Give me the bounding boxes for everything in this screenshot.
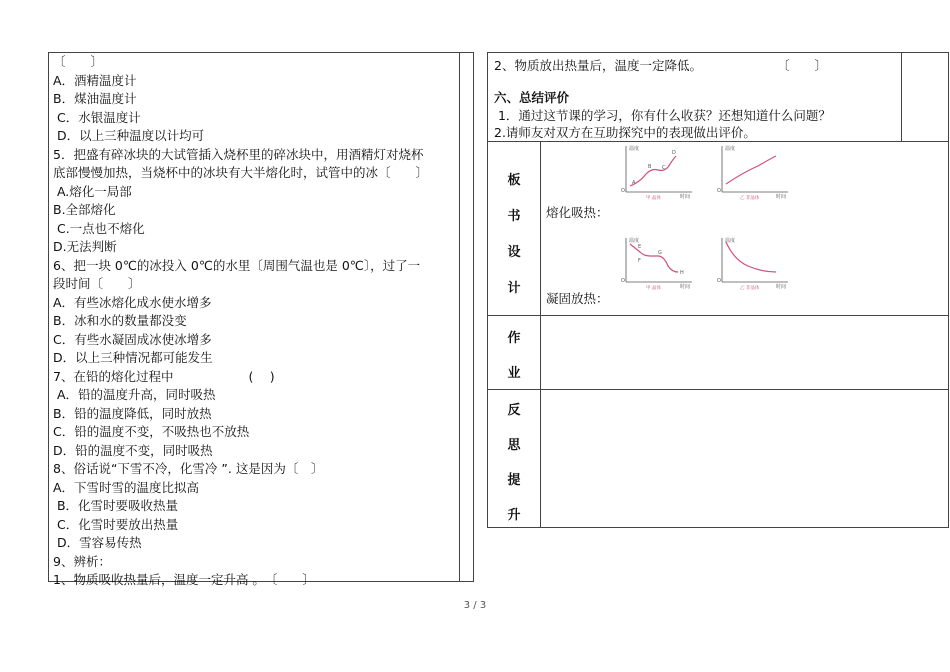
question-line: D．以上三种温度以计均可: [53, 128, 205, 143]
summary-heading: 六、总结评价: [494, 90, 570, 105]
question-line: B．煤油温度计: [53, 91, 137, 106]
melt-crystal-diagram: [618, 142, 698, 200]
question-line: C．水银温度计: [53, 109, 141, 125]
solidify-crystal-diagram: [618, 234, 698, 290]
board-char: 计: [507, 281, 521, 296]
right-table: [487, 52, 949, 528]
judge-item-2: 2、物质放出热量后，温度一定降低。 〔 〕: [494, 58, 827, 73]
question-line: 段时间〔 〕: [53, 276, 141, 291]
axis-x-label: 时间: [680, 194, 691, 200]
question-line: C.一点也不熔化: [53, 220, 145, 236]
solidify-amorphous-curve: [726, 242, 776, 272]
question-line: A．铅的温度升高，同时吸热: [53, 387, 216, 402]
melt-label: 熔化吸热：: [546, 205, 609, 220]
summary-cell: [488, 53, 902, 141]
solidify-amorphous-diagram: [714, 234, 794, 290]
point-label: G: [658, 250, 662, 256]
question-line: A．有些冰熔化成水使水增多: [53, 294, 212, 310]
diagram-caption: 甲 晶体: [646, 196, 661, 200]
axis-y-label: 温度: [629, 238, 640, 244]
question-line: D.无法判断: [53, 239, 117, 254]
question-line: 8、俗话说“下雪不冷，化雪冷 ”. 这是因为〔 〕: [53, 461, 324, 476]
left-side-strip: [460, 52, 474, 582]
question-line: 7、在铅的熔化过程中 ( ): [53, 368, 275, 384]
question-line: B.全部熔化: [53, 202, 116, 217]
reflect-char: 提: [507, 473, 521, 488]
question-line: C．化雪时要放出热量: [53, 516, 179, 532]
homework-char: 业: [507, 366, 521, 381]
reflect-char: 升: [507, 508, 521, 523]
axis-x-label: 时间: [776, 194, 787, 200]
summary-question-1: 1．通过这节课的学习，你有什么收获？还想知道什么问题？: [494, 108, 831, 123]
axis-y-label: 温度: [725, 146, 736, 152]
solidify-label: 凝固放热：: [546, 291, 609, 306]
question-line: B．铅的温度降低，同时放热: [53, 405, 212, 421]
origin-label: O: [621, 188, 625, 194]
axis-y-label: 温度: [725, 238, 736, 244]
reflect-char: 反: [507, 403, 521, 418]
reflect-char: 思: [507, 438, 521, 453]
question-line: B．冰和水的数量都没变: [53, 313, 187, 328]
question-line: D．雪容易传热: [53, 535, 142, 550]
question-line: C．铅的温度不变，不吸热也不放热: [53, 424, 250, 439]
row-divider: [488, 315, 948, 316]
axis-x-label: 时间: [776, 284, 787, 290]
point-label: A: [632, 180, 636, 186]
board-char: 板: [507, 173, 521, 188]
origin-label: O: [717, 278, 721, 284]
melt-crystal-curve: [630, 156, 676, 186]
question-line: 9、辨析：: [53, 553, 111, 569]
point-label: D: [672, 150, 676, 156]
question-lines: [53, 53, 428, 590]
summary-question-2: 2.请师友对双方在互助探究中的表现做出评价。: [494, 125, 756, 140]
diagram-caption: 乙 非晶体: [740, 196, 760, 200]
question-line: D．以上三种情况都可能发生: [53, 350, 213, 365]
point-label: H: [680, 270, 684, 276]
question-line: C．有些水凝固成冰使冰增多: [53, 331, 212, 347]
column-divider: [540, 141, 541, 527]
homework-char: 作: [507, 331, 521, 346]
axis-x-label: 时间: [680, 284, 691, 290]
row-divider: [488, 389, 948, 390]
question-line: A．下雪时雪的温度比拟高: [53, 479, 200, 495]
board-char: 设: [507, 245, 521, 260]
question-line: 1、物质吸收热量后，温度一定升高 。 〔 〕: [53, 572, 315, 587]
question-line: 6、把一块 0℃的冰投入 0℃的水里〔周围气温也是 0℃〕，过了一: [53, 257, 421, 273]
point-label: B: [648, 164, 652, 170]
board-char: 书: [507, 209, 521, 224]
question-line: 5．把盛有碎冰块的大试管插入烧杯里的碎冰块中，用酒精灯对烧杯: [53, 146, 424, 162]
question-line: 〔 〕: [53, 54, 104, 69]
question-line: A.熔化一局部: [53, 183, 132, 199]
question-line: B．化雪时要吸收热量: [53, 498, 179, 513]
diagram-caption: 甲 晶体: [646, 286, 661, 290]
melt-amorphous-diagram: [714, 142, 794, 200]
diagram-caption: 乙 非晶体: [740, 286, 760, 290]
melt-amorphous-curve: [726, 156, 776, 184]
point-label: F: [638, 258, 641, 264]
origin-label: O: [717, 188, 721, 194]
question-line: A．酒精温度计: [53, 72, 137, 88]
page-number: 3 / 3: [463, 600, 487, 611]
left-question-panel: [48, 52, 460, 587]
question-line: 底部慢慢加热，当烧杯中的冰块有大半熔化时，试管中的冰〔 〕: [53, 165, 429, 180]
summary-side-cell: [902, 53, 948, 141]
point-label: E: [638, 244, 642, 250]
question-line: D．铅的温度不变，同时吸热: [53, 442, 213, 458]
axis-y-label: 温度: [629, 146, 640, 152]
origin-label: O: [621, 278, 625, 284]
point-label: C: [662, 165, 666, 171]
